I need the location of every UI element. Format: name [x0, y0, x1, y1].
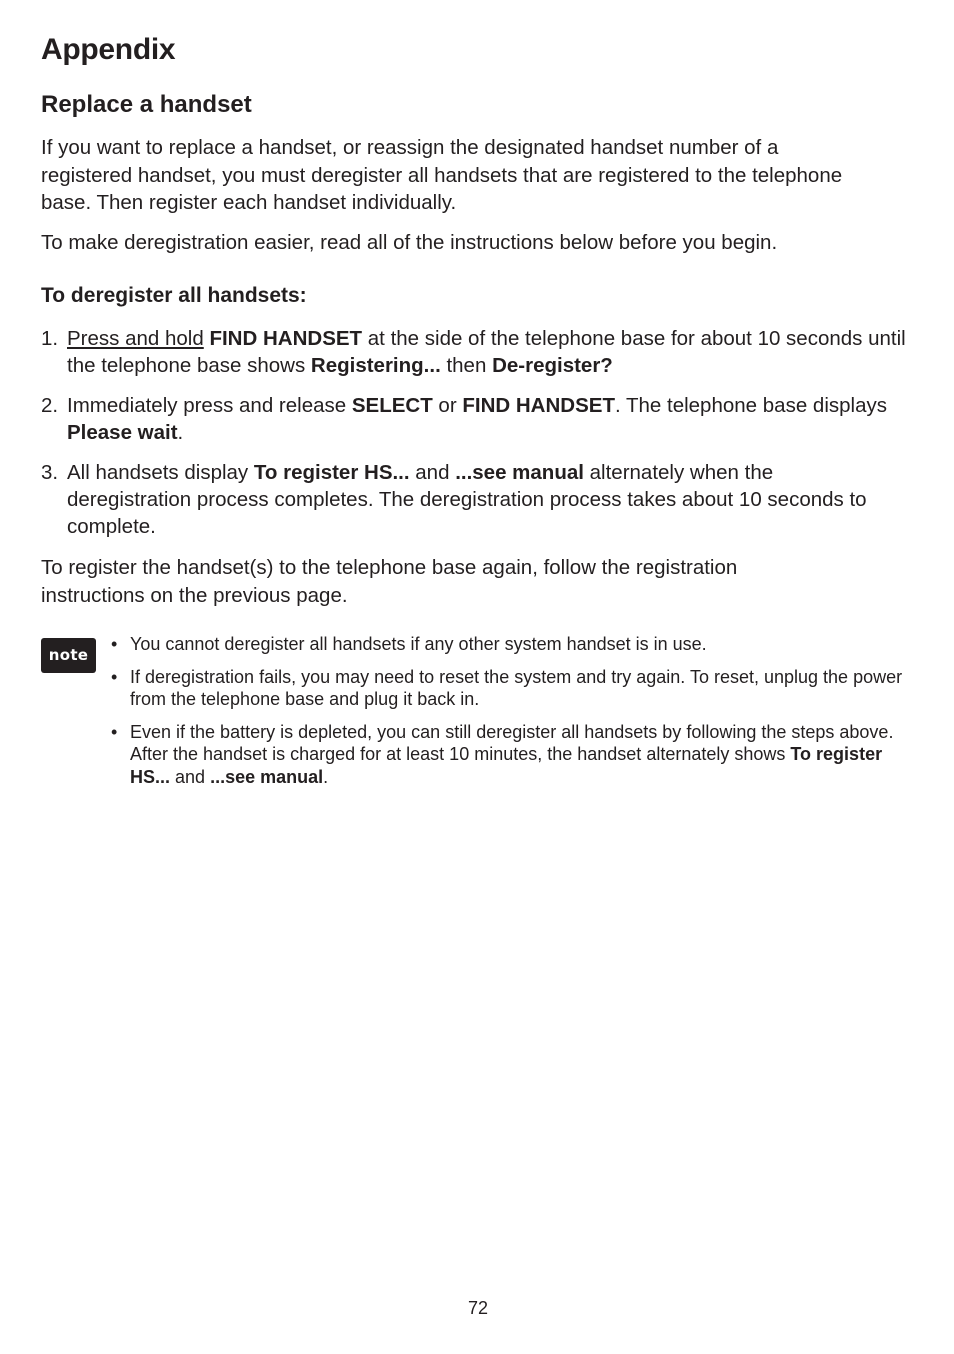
- step-text: [67, 459, 867, 540]
- intro-paragraph: If you want to replace a handset, or reassign the designated handset number of a registered handset, you must deregister all handsets that are registered to the telephone base. Then register each handset individually.: [41, 136, 843, 214]
- step-text-part: or: [432, 394, 463, 417]
- step-text: [67, 394, 887, 444]
- note-text: You cannot deregister all handsets if any other system handset is in use.: [130, 634, 707, 654]
- display-text: ...see manual: [210, 766, 324, 787]
- note-item: [111, 633, 916, 656]
- step-item: [41, 459, 911, 540]
- procedure-title: To deregister all handsets:: [41, 284, 307, 307]
- tip-paragraph: To make deregistration easier, read all of the instructions below before you begin.: [41, 231, 778, 254]
- note-list: [111, 633, 916, 798]
- display-text: ...see manual: [455, 461, 584, 484]
- note-text-part: .: [323, 766, 329, 787]
- key-name: SELECT: [351, 394, 433, 417]
- step-text-part: .: [177, 421, 184, 444]
- page-number: 72: [467, 1298, 489, 1318]
- key-name: FIND HANDSET: [462, 394, 615, 417]
- bullet-icon: •: [111, 634, 118, 654]
- note-text: If deregistration fails, you may need to reset the system and try again. To reset, unplug the power from the telephone base and plug it back in.: [130, 666, 903, 709]
- note-badge-icon: note: [41, 638, 96, 673]
- display-text: To register HS...: [130, 744, 883, 787]
- step-text-part: All handsets display: [67, 461, 254, 484]
- procedure-steps: [41, 325, 911, 553]
- step-item: [41, 325, 911, 379]
- display-text: De-register?: [492, 354, 613, 377]
- step-text-part: . The telephone base displays: [614, 394, 887, 417]
- step-number: 2.: [41, 394, 59, 417]
- step-number: 3.: [41, 461, 59, 484]
- note-text: [130, 722, 893, 787]
- step-text-part: alternately when the deregistration process completes. The deregistration process takes about 10 seconds to complete.: [67, 461, 867, 538]
- bullet-icon: •: [111, 666, 118, 687]
- step-text-part: at the side of the telephone base for about 10 seconds until the telephone base shows: [67, 327, 906, 377]
- section-title: Appendix: [41, 33, 176, 66]
- note-item: [111, 666, 916, 711]
- key-name: FIND HANDSET: [209, 327, 363, 350]
- step-number: 1.: [41, 327, 59, 350]
- note-text-part: and: [170, 766, 211, 787]
- step-item: [41, 392, 911, 446]
- re-register-paragraph: To register the handset(s) to the telephone base again, follow the registration instructions on the previous page.: [41, 556, 738, 607]
- bullet-icon: •: [111, 721, 118, 742]
- step-text-part: and: [409, 461, 456, 484]
- display-text: To register HS...: [253, 461, 410, 484]
- action-text: Press and hold: [67, 327, 204, 350]
- step-text: [67, 327, 906, 377]
- subsection-title: Replace a handset: [41, 91, 252, 118]
- display-text: Registering...: [310, 354, 441, 377]
- note-text-part: Even if the battery is depleted, you can still deregister all handsets by following the steps above. After the handset is charged for at least 10 minutes, the handset alternately shows: [130, 721, 894, 764]
- note-item: [111, 721, 916, 789]
- step-text-part: Immediately press and release: [67, 394, 352, 417]
- display-text: Please wait: [67, 421, 178, 444]
- step-text-part: then: [440, 354, 493, 377]
